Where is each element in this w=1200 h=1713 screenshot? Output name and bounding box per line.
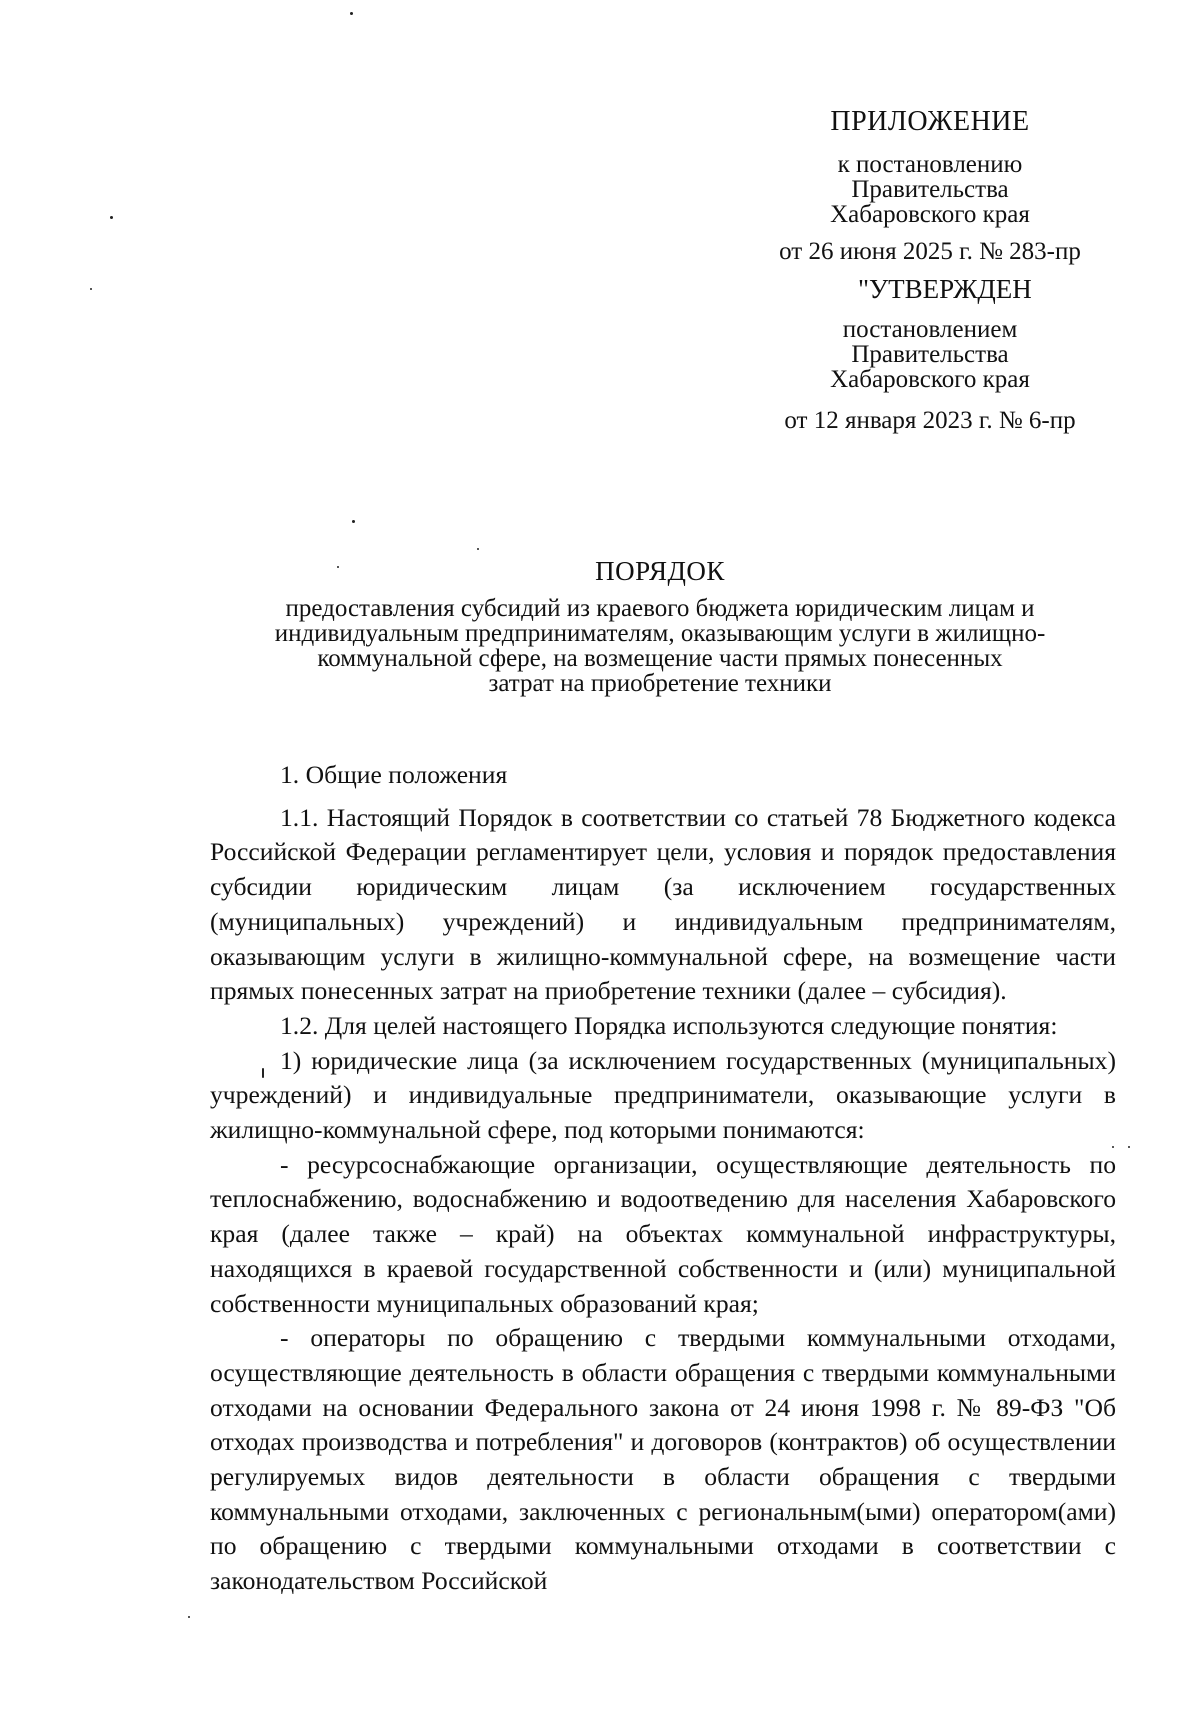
subtitle-line: коммунальной сфере, на возмещение части прямых понесенных <box>317 645 1003 672</box>
approved-line: постановлением <box>842 316 1018 343</box>
header-line: к постановлению <box>837 151 1023 178</box>
decree-date-number: от 26 июня 2025 г. № 283-пр <box>779 238 1081 265</box>
body-bullet: - операторы по обращению с твердыми коммунальными отходами, осуществляющие деятельность в области обращения с твердыми коммунальными отходами на основании Федерального закона от 24 июня 1998 г. № 89-ФЗ "Об отходах производства и потребления" и договоров (контрактов) об осуществлении регулируемых видов деятельности в области обращения с твердыми коммунальными отходами, заключенных с региональным(ыми) оператором(ами) по обращению с твердыми коммунальными отходами в соответствии с законодательством Российской <box>210 1323 1116 1596</box>
document-body <box>210 758 1116 1599</box>
header-line: Хабаровского края <box>830 201 1030 228</box>
subtitle-line: индивидуальным предпринимателям, оказывающим услуги в жилищно- <box>274 620 1046 647</box>
appendix-header <box>740 108 1120 433</box>
section-heading: 1. Общие положения <box>280 760 508 789</box>
scan-speck <box>350 12 353 15</box>
body-paragraph: 1.1. Настоящий Порядок в соответствии со статьей 78 Бюджетного кодекса Российской Федерации регламентирует цели, условия и порядок предоставления субсидии юридическим лицам (за исключением государственных (муниципальных) учреждений) и индивидуальным предпринимателям, оказывающим услуги в жилищно-коммунальной сфере, на возмещение части прямых понесенных затрат на приобретение техники (далее – субсидия). <box>210 802 1116 1006</box>
approved-stamp-text: "УТВЕРЖДЕН <box>858 274 1032 304</box>
subtitle-line: предоставления субсидий из краевого бюджета юридическим лицам и <box>285 595 1035 622</box>
approved-line: Хабаровского края <box>830 366 1030 393</box>
body-paragraph: 1.2. Для целей настоящего Порядка используются следующие понятия: <box>280 1010 1058 1040</box>
document-title: ПОРЯДОК <box>595 556 725 586</box>
header-line: Правительства <box>851 176 1009 203</box>
body-bullet: - ресурсоснабжающие организации, осуществляющие деятельность по теплоснабжению, водоснабжению и водоотведению для населения Хабаровского края (далее также – край) на объектах коммунальной инфраструктуры, находящихся в краевой государственной собственности и (или) муниципальной собственности муниципальных образований края; <box>210 1149 1116 1318</box>
scan-speck <box>110 216 113 219</box>
document-subtitle <box>200 596 1120 696</box>
scan-speck <box>90 288 92 290</box>
appendix-title: ПРИЛОЖЕНИЕ <box>830 106 1030 137</box>
scan-speck <box>188 1616 190 1618</box>
scan-speck <box>337 566 339 568</box>
body-paragraph: 1) юридические лица (за исключением государственных (муниципальных) учреждений) и индивидуальные предприниматели, оказывающие услуги в жилищно-коммунальной сфере, под которыми понимаются: <box>210 1045 1116 1145</box>
approved-line: Правительства <box>851 341 1009 368</box>
scan-speck <box>477 548 479 550</box>
scan-speck <box>1128 1146 1130 1148</box>
approved-date-number: от 12 января 2023 г. № 6-пр <box>784 407 1076 434</box>
subtitle-line: затрат на приобретение техники <box>488 670 832 697</box>
scan-speck <box>262 1068 264 1078</box>
scan-speck <box>352 520 355 523</box>
scan-speck <box>1112 1146 1114 1148</box>
